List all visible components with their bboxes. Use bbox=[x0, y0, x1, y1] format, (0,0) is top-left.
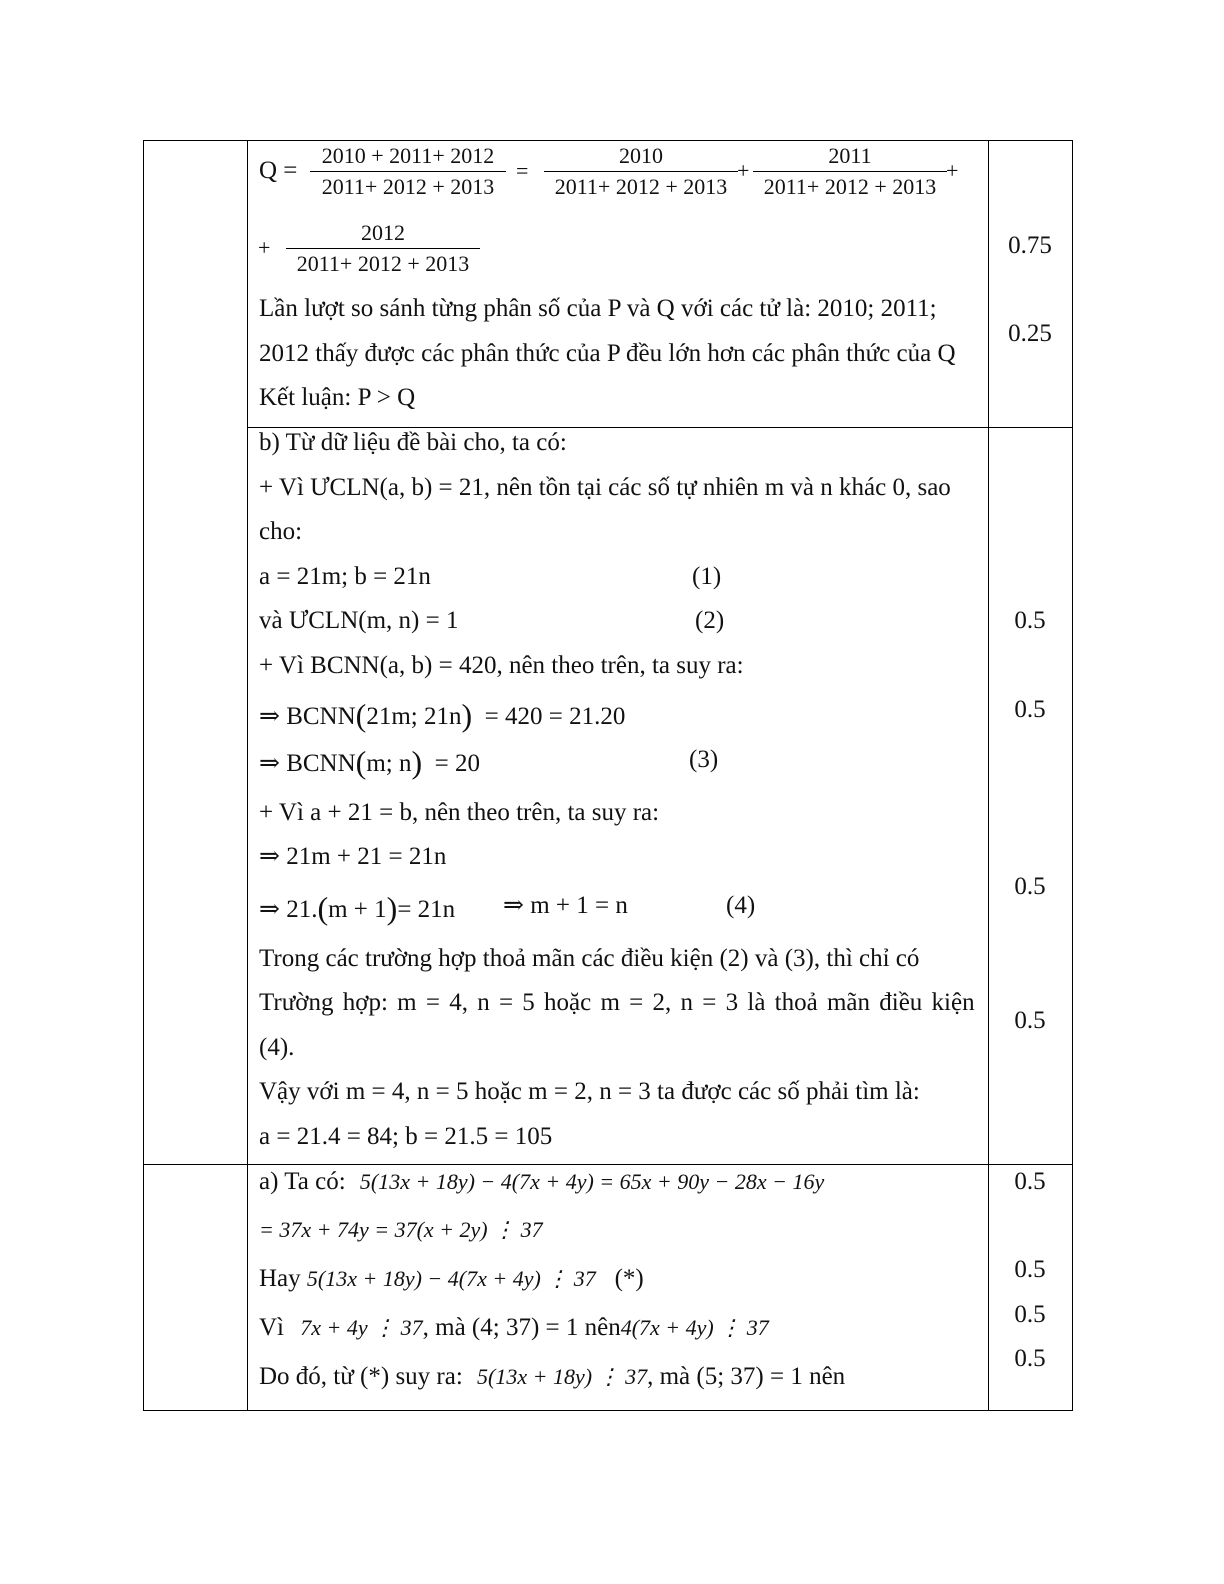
b-equation-2-args: m; n bbox=[366, 750, 412, 777]
a-score-1: 0.5 bbox=[1014, 1168, 1046, 1195]
b-line-7: + Vì a + 21 = b, nên theo trên, ta suy ra: bbox=[259, 799, 660, 826]
a-line-5 bbox=[259, 1362, 845, 1392]
bcnn-label: BCNN bbox=[286, 750, 356, 777]
a-line-3-prefix: Hay bbox=[259, 1265, 301, 1292]
q-plus-3: + bbox=[258, 235, 271, 260]
b-equation-4-args: m + 1 bbox=[328, 896, 387, 923]
a-line-4-math-1: 7x + 4y ⋮ 37 bbox=[300, 1315, 423, 1340]
q-conclusion: Kết luận: P > Q bbox=[259, 384, 416, 411]
b-line-3: cho: bbox=[259, 518, 303, 545]
implies-symbol: ⇒ bbox=[503, 892, 524, 919]
b-score-3: 0.5 bbox=[1014, 873, 1046, 900]
b-equation-4-consequence bbox=[503, 891, 628, 921]
a-line-5-suffix: , mà (5; 37) = 1 nên bbox=[647, 1363, 846, 1390]
q-main-fraction bbox=[310, 141, 506, 202]
q-score-2: 0.25 bbox=[1008, 320, 1052, 347]
paren-open: ( bbox=[355, 697, 367, 733]
paren-close: ) bbox=[461, 697, 473, 733]
b-line-1: b) Từ dữ liệu đề bài cho, ta có: bbox=[259, 429, 567, 456]
a-line-2-math: = 37x + 74y = 37(x + 2y) ⋮ 37 bbox=[259, 1217, 543, 1242]
b-score-4: 0.5 bbox=[1014, 1007, 1046, 1034]
a-line-1-math: 5(13x + 18y) − 4(7x + 4y) = 65x + 90y − 28x − 16y bbox=[359, 1169, 825, 1194]
paren-close: ) bbox=[386, 890, 398, 926]
q-plus-1: + bbox=[737, 158, 750, 183]
paren-open: ( bbox=[317, 890, 329, 926]
a-line-5-prefix: Do đó, từ (*) suy ra: bbox=[259, 1363, 463, 1390]
b-equation-4-c: m + 1 = n bbox=[530, 892, 628, 919]
b-tag-3: (3) bbox=[689, 746, 719, 773]
b-tag-4: (4) bbox=[726, 892, 756, 919]
paren-close: ) bbox=[411, 744, 423, 780]
a-line-2 bbox=[259, 1215, 543, 1245]
q-term-3 bbox=[286, 218, 480, 279]
b-line-10: (4). bbox=[259, 1034, 295, 1061]
b-score-2: 0.5 bbox=[1014, 696, 1046, 723]
q-term-2-numerator: 2011 bbox=[753, 141, 947, 172]
b-equation-2-rhs: = 20 bbox=[434, 750, 480, 777]
b-score-1: 0.5 bbox=[1014, 607, 1046, 634]
b-equation-1-rhs: = 420 = 21.20 bbox=[484, 703, 626, 730]
q-term-1-denominator: 2011+ 2012 + 2013 bbox=[554, 174, 728, 199]
b-line-4: a = 21m; b = 21n bbox=[259, 563, 431, 590]
paren-open: ( bbox=[355, 744, 367, 780]
a-line-4-prefix: Vì bbox=[259, 1314, 284, 1341]
a-score-2: 0.5 bbox=[1014, 1256, 1046, 1283]
b-line-6: + Vì BCNN(a, b) = 420, nên theo trên, ta suy ra: bbox=[259, 652, 744, 679]
q-score-1: 0.75 bbox=[1008, 232, 1052, 259]
a-line-4 bbox=[259, 1313, 769, 1343]
b-equation-3 bbox=[259, 842, 446, 872]
a-line-4-mid: , mà (4; 37) = 1 nên bbox=[422, 1314, 621, 1341]
q-plus-2: + bbox=[946, 158, 959, 183]
bcnn-label: BCNN bbox=[286, 703, 356, 730]
q-compare-line-1: Lần lượt so sánh từng phân số của P và Q với các tử là: 2010; 2011; bbox=[259, 295, 937, 322]
b-equation-1-args: 21m; 21n bbox=[366, 703, 462, 730]
b-tag-1: (1) bbox=[692, 563, 722, 590]
b-tag-2: (2) bbox=[695, 607, 725, 634]
a-line-5-math: 5(13x + 18y) ⋮ 37 bbox=[477, 1364, 648, 1389]
b-line-2: + Vì ƯCLN(a, b) = 21, nên tồn tại các số tự nhiên m và n khác 0, sao bbox=[259, 474, 951, 501]
b-equation-1 bbox=[259, 698, 625, 732]
a-line-1-prefix: a) Ta có: bbox=[259, 1168, 346, 1195]
b-line-5: và ƯCLN(m, n) = 1 bbox=[259, 607, 459, 634]
a-line-4-math-2: 4(7x + 4y) ⋮ 37 bbox=[620, 1315, 769, 1340]
q-label: Q = bbox=[259, 157, 298, 184]
a-score-3: 0.5 bbox=[1014, 1301, 1046, 1328]
q-compare-line-2: 2012 thấy được các phân thức của P đều lớn hơn các phân thức của Q bbox=[259, 340, 956, 367]
a-score-4: 0.5 bbox=[1014, 1345, 1046, 1372]
b-line-11: Vậy với m = 4, n = 5 hoặc m = 2, n = 3 ta được các số phải tìm là: bbox=[259, 1078, 920, 1105]
b-line-8: Trong các trường hợp thoả mãn các điều kiện (2) và (3), thì chỉ có bbox=[259, 945, 920, 972]
implies-symbol: ⇒ bbox=[259, 703, 280, 730]
q-term-3-numerator: 2012 bbox=[286, 218, 480, 249]
b-equation-4 bbox=[259, 891, 455, 925]
q-main-numerator: 2010 + 2011+ 2012 bbox=[310, 141, 506, 172]
q-equals: = bbox=[516, 158, 529, 183]
a-line-3-math: 5(13x + 18y) − 4(7x + 4y) ⋮ 37 bbox=[306, 1266, 596, 1291]
a-line-3-tag: (*) bbox=[614, 1265, 644, 1292]
a-line-1 bbox=[259, 1167, 824, 1197]
column-divider-1 bbox=[247, 140, 248, 1411]
b-line-9: Trường hợp: m = 4, n = 5 hoặc m = 2, n = 3 là thoả mãn điều kiện bbox=[259, 989, 975, 1016]
implies-symbol: ⇒ bbox=[259, 750, 280, 777]
a-line-3 bbox=[259, 1264, 644, 1294]
q-term-3-denominator: 2011+ 2012 + 2013 bbox=[296, 251, 470, 276]
b-equation-2 bbox=[259, 745, 480, 779]
q-main-denominator: 2011+ 2012 + 2013 bbox=[321, 174, 495, 199]
q-term-1-numerator: 2010 bbox=[544, 141, 738, 172]
b-line-12: a = 21.4 = 84; b = 21.5 = 105 bbox=[259, 1123, 553, 1150]
b-equation-4-a: 21. bbox=[286, 896, 318, 923]
q-term-2-denominator: 2011+ 2012 + 2013 bbox=[763, 174, 937, 199]
q-term-1 bbox=[544, 141, 738, 202]
q-term-2 bbox=[753, 141, 947, 202]
b-equation-3-body: 21m + 21 = 21n bbox=[286, 843, 447, 870]
implies-symbol: ⇒ bbox=[259, 896, 280, 923]
row-divider-2 bbox=[143, 1164, 1073, 1165]
implies-symbol: ⇒ bbox=[259, 843, 280, 870]
b-equation-4-b: = 21n bbox=[397, 896, 456, 923]
